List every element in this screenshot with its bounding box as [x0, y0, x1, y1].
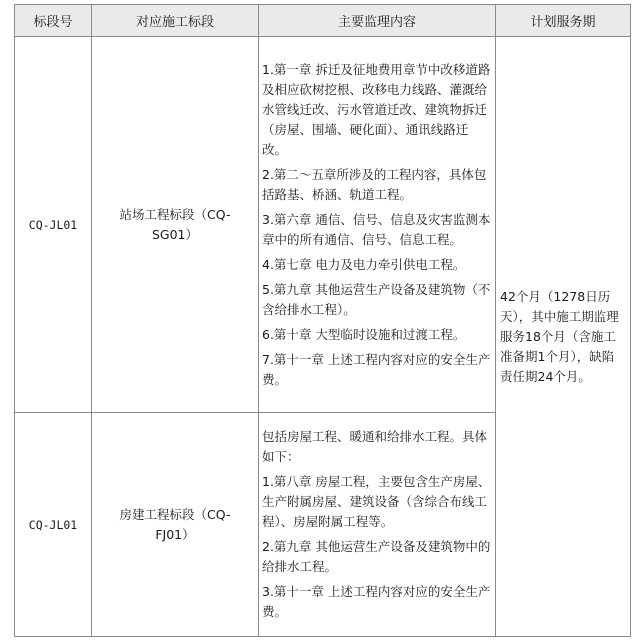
supervision-table [14, 4, 631, 637]
construction-section-cell [92, 37, 259, 413]
header-main-content: 主要监理内容 [259, 5, 496, 37]
header-service-period: 计划服务期 [496, 5, 631, 37]
content-item: 2.第九章 其他运营生产设备及建筑物中的给排水工程。 [262, 539, 491, 574]
content-item: 3.第十一章 上述工程内容对应的安全生产费。 [262, 584, 491, 619]
content-item: 1.第八章 房屋工程，主要包含生产房屋、生产附属房屋、建筑设备（含综合布线工程）、房屋附属工程等。 [262, 474, 491, 529]
content-item: 1.第一章 拆迁及征地费用章节中改移道路及相应砍树挖根、改移电力线路、灌溉给水管线迁改、污水管道迁改、建筑物拆迁（房屋、围墙、硬化面）、通讯线路迁改。 [262, 61, 491, 157]
header-section-code: 标段号 [15, 5, 92, 37]
content-item: 2.第二～五章所涉及的工程内容，具体包括路基、桥涵、轨道工程。 [262, 166, 487, 202]
content-item: 4.第七章 电力及电力牵引供电工程。 [262, 256, 466, 272]
content-item: 7.第十一章 上述工程内容对应的安全生产费。 [262, 351, 491, 387]
header-construction-section: 对应施工标段 [92, 5, 259, 37]
content-item: 5.第九章 其他运营生产设备及建筑物（不含给排水工程）。 [262, 281, 491, 317]
section-code-cell: CQ-JL01 [15, 413, 92, 637]
header-row [15, 5, 631, 37]
service-period-cell [496, 37, 631, 637]
content-item: 包括房屋工程、暖通和给排水工程。具体如下： [262, 429, 488, 464]
construction-section-cell [92, 413, 259, 637]
main-content-cell [259, 413, 496, 637]
section-code-cell: CQ-JL01 [15, 37, 92, 413]
table-row [15, 37, 631, 413]
content-item: 6.第十章 大型临时设施和过渡工程。 [262, 326, 466, 342]
construction-section-label: 房建工程标段（CQ-FJ01） [119, 506, 231, 542]
construction-section-label: 站场工程标段（CQ-SG01） [119, 206, 231, 242]
main-content-cell [259, 37, 496, 413]
service-period-text: 42个月（1278日历天），其中施工期监理服务18个月（含施工准备期1个月），缺陷责任期24个月。 [500, 288, 619, 384]
content-item: 3.第六章 通信、信号、信息及灾害监测本章中的所有通信、信号、信息工程。 [262, 211, 491, 247]
